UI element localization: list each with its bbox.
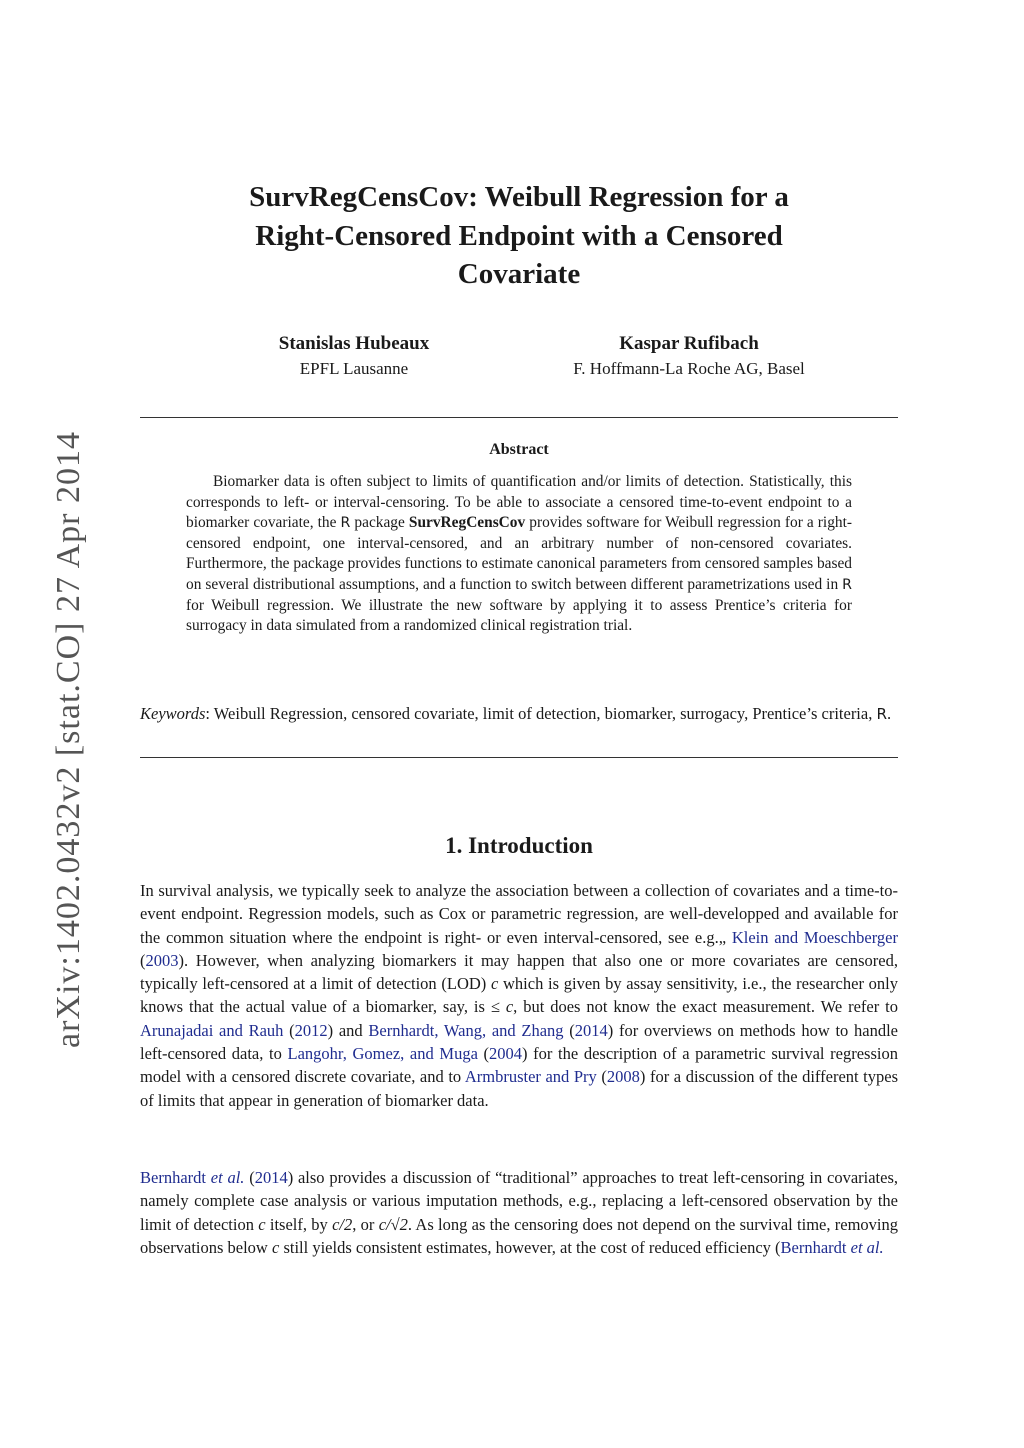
citation-link[interactable]: Bernhardt, Wang, and Zhang <box>368 1020 564 1040</box>
math-expression: c/√2 <box>378 1214 408 1234</box>
body-text: ( <box>140 950 146 970</box>
keywords-label: Keywords <box>140 704 206 723</box>
section-heading-introduction: 1. Introduction <box>445 833 593 858</box>
citation-link[interactable]: Bernhardt <box>140 1168 211 1187</box>
r-language-name: R <box>340 515 351 532</box>
package-name: SurvRegCensCov <box>408 514 526 532</box>
citation-link[interactable]: et al. <box>850 1237 884 1257</box>
top-rule <box>140 417 898 418</box>
r-language-name: R <box>876 705 888 723</box>
arxiv-sidebar-stamp: arXiv:1402.0432v2 [stat.CO] 27 Apr 2014 <box>50 431 87 1048</box>
citation-link[interactable]: Arunajadai and Rauh <box>140 1020 284 1040</box>
intro-paragraph-2 <box>140 1166 898 1259</box>
citation-year-link[interactable]: 2004 <box>489 1044 523 1064</box>
body-text: , or <box>352 1214 379 1234</box>
math-variable: c <box>271 1237 280 1257</box>
author-affiliation: EPFL Lausanne <box>299 359 409 378</box>
abstract-text: provides software for Weibull regression for a right-censored endpoint, one interval-censored, and an arbitrary number of non-censored covariates. Furthermore, the package provides functions to estimate canonical parameters from censored samples based on several distributional assumptions, and a function to switch between different parametrizations used in <box>186 514 852 593</box>
citation-link[interactable]: Armbruster and Pry <box>464 1067 597 1087</box>
keywords-text: . <box>887 704 892 723</box>
author-name: Kaspar Rufibach <box>619 333 759 354</box>
paper-title <box>140 178 898 294</box>
author-affiliation: F. Hoffmann-La Roche AG, Basel <box>573 359 805 378</box>
citation-year-link[interactable]: 2012 <box>294 1020 328 1040</box>
body-text: ( <box>283 1020 295 1040</box>
title-line-3: Covariate <box>457 258 581 290</box>
r-language-name: R <box>842 576 852 593</box>
body-text: ( <box>596 1067 607 1087</box>
body-text: ) also provides a discussion of “traditional” approaches to treat left-censoring in covariates, namely complete case analysis or various imputation methods, e.g., replacing a left-censored observation by the limit of detection <box>140 1168 899 1234</box>
abstract-text: Biomarker data is often subject to limits of quantification and/or limits of detection. Statistically, this corresponds to left- or interval-censoring. To be able to associate a censored time-to-event endpoint to a biomarker covariate, the <box>186 473 852 532</box>
keywords-text: : Weibull Regression, censored covariate, limit of detection, biomarker, surrogacy, Prentice’s criteria, <box>205 704 877 723</box>
body-text: ( <box>477 1044 490 1064</box>
abstract-text: package <box>350 514 409 532</box>
math-variable: c <box>490 974 499 994</box>
body-text: still yields consistent estimates, however, at the cost of reduced efficiency ( <box>279 1237 781 1257</box>
author-name: Stanislas Hubeaux <box>278 333 430 354</box>
citation-link[interactable]: et al. <box>210 1168 245 1187</box>
author-block-2 <box>520 331 858 381</box>
body-text: ) for overviews on methods how to handle left-censored data, to <box>140 1020 899 1064</box>
body-text: itself, by <box>265 1214 333 1234</box>
body-text: In survival analysis, we typically seek to analyze the association between a collection of covariates and a time-to-event endpoint. Regression models, such as Cox or parametric regression, are well-developped and available for the common situation where the endpoint is right- or even interval-censored, see e.g.„ <box>140 881 898 947</box>
author-block-1 <box>214 331 494 381</box>
abstract-body <box>186 472 852 637</box>
body-text: ). However, when analyzing biomarkers it may happen that also one or more covariates are censored, typically left-censored at a limit of detection (LOD) <box>140 950 898 994</box>
citation-link[interactable]: Langohr, Gomez, and Muga <box>287 1044 478 1064</box>
citation-year-link[interactable]: 2003 <box>145 950 179 970</box>
math-variable: c <box>258 1214 266 1234</box>
citation-year-link[interactable]: 2014 <box>574 1020 608 1040</box>
citation-link[interactable]: Klein and Moeschberger <box>731 927 898 947</box>
body-text: , but does not know the exact measurement. We refer to <box>513 997 898 1017</box>
title-line-2: Right-Censored Endpoint with a Censored <box>255 219 783 252</box>
body-text: ) and <box>327 1020 369 1040</box>
citation-year-link[interactable]: 2014 <box>254 1168 288 1187</box>
title-line-1: SurvRegCensCov: Weibull Regression for a <box>249 181 789 213</box>
abstract-text: for Weibull regression. We illustrate the new software by applying it to assess Prentice’s criteria for surrogacy in data simulated from a randomized clinical registration trial. <box>186 596 852 635</box>
body-text: which is given by assay sensitivity, i.e., the researcher only knows that the actual value of a biomarker, say, is ≤ <box>140 974 898 1017</box>
citation-link[interactable]: Bernhardt <box>780 1237 851 1257</box>
body-text: ( <box>563 1020 575 1040</box>
body-text: ) for the description of a parametric survival regression model with a censored discrete covariate, and to <box>140 1044 898 1087</box>
intro-paragraph-1 <box>140 879 898 1112</box>
body-text: ) for a discussion of the different types of limits that appear in generation of biomarker data. <box>140 1067 899 1110</box>
bottom-rule <box>140 757 898 758</box>
math-variable: c <box>505 997 514 1017</box>
math-expression: c/2 <box>332 1214 353 1234</box>
citation-year-link[interactable]: 2008 <box>606 1067 640 1087</box>
keywords <box>140 702 898 727</box>
abstract-heading: Abstract <box>489 441 549 458</box>
body-text: . As long as the censoring does not depend on the survival time, removing observations below <box>140 1214 899 1257</box>
body-text: ( <box>244 1168 255 1187</box>
